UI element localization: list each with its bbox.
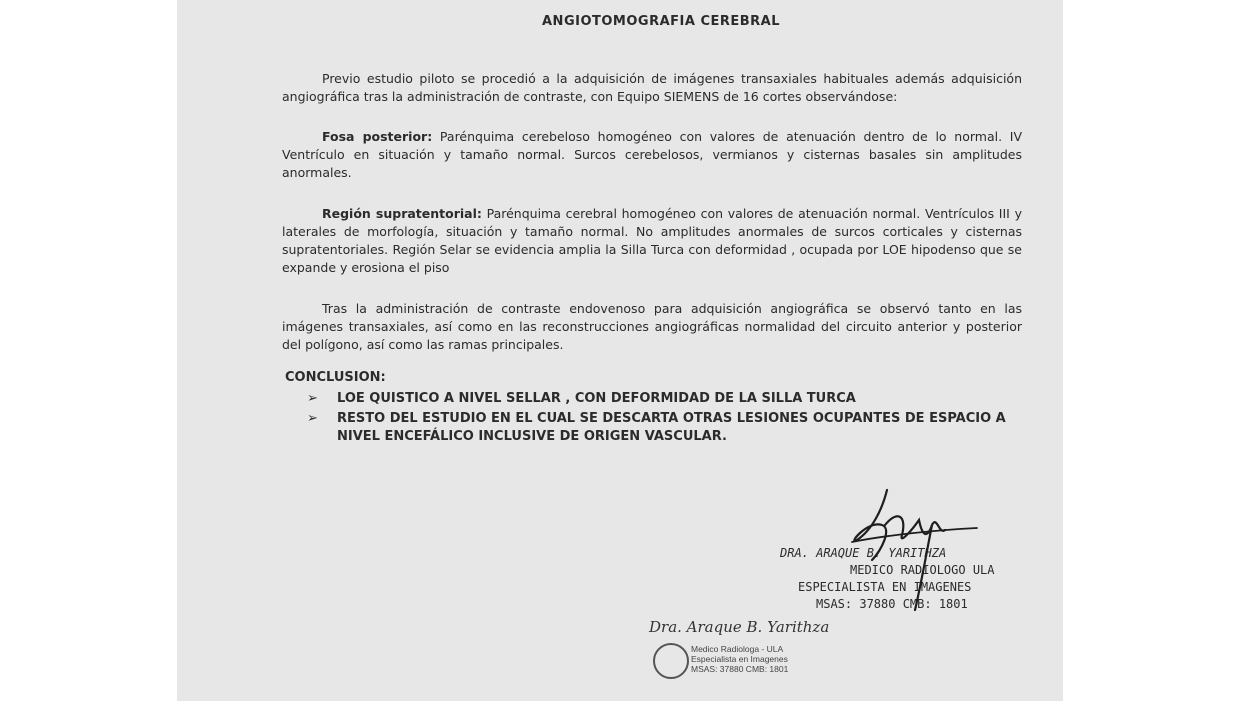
page-title: ANGIOTOMOGRAFIA CEREBRAL [542, 14, 781, 29]
list-item [307, 390, 1027, 408]
signer-role: MEDICO RADIOLOGO ULA [850, 563, 995, 577]
list-item [307, 410, 1027, 446]
conclusion-item-1: LOE QUISTICO A NIVEL SELLAR , CON DEFORMIDAD DE LA SILLA TURCA [337, 391, 856, 406]
stamp-line-1: Medico Radiologa - ULA [691, 644, 784, 654]
region-lead: Región supratentorial: [322, 206, 482, 221]
stamp-name: Dra. Araque B. Yarithza [649, 618, 830, 636]
intro-text: Previo estudio piloto se procedió a la adquisición de imágenes transaxiales habituales además adquisición angiográfica tras la administración de contraste, con Equipo SIEMENS de 16 cortes observándose: [282, 71, 1022, 104]
seal-icon [653, 643, 689, 679]
signer-ids: MSAS: 37880 CMB: 1801 [816, 597, 968, 611]
fosa-paragraph [282, 128, 1022, 182]
contrast-paragraph [282, 300, 1022, 354]
stamp-line-2: Especialista en Imagenes [691, 654, 788, 664]
arrow-bullet-icon: ➢ [307, 391, 318, 406]
fosa-lead: Fosa posterior: [322, 129, 433, 144]
fosa-text: Parénquima cerebeloso homogéneo con valores de atenuación dentro de lo normal. IV Ventrículo en situación y tamaño normal. Surcos cerebelosos, vermianos y cisternas basales sin amplitudes anormales. [282, 129, 1022, 180]
stamp-details [691, 644, 788, 674]
conclusion-item-2: RESTO DEL ESTUDIO EN EL CUAL SE DESCARTA OTRAS LESIONES OCUPANTES DE ESPACIO A NIVEL ENCEFÁLICO INCLUSIVE DE ORIGEN VASCULAR. [337, 411, 1006, 444]
conclusion-list [307, 390, 1027, 448]
signer-specialty: ESPECIALISTA EN IMAGENES [798, 580, 972, 594]
arrow-bullet-icon: ➢ [307, 411, 318, 426]
handwritten-signature [827, 480, 1007, 630]
conclusion-heading: CONCLUSION: [285, 370, 386, 385]
region-paragraph [282, 205, 1022, 277]
contrast-text: Tras la administración de contraste endovenoso para adquisición angiográfica se observó tanto en las imágenes transaxiales, así como en las reconstrucciones angiográficas normalidad del circuito anterior y posterior del polígono, así como las ramas principales. [282, 301, 1022, 352]
doctor-stamp [649, 618, 830, 683]
intro-paragraph [282, 70, 1022, 106]
stamp-line-3: MSAS: 37880 CMB: 1801 [691, 664, 789, 674]
region-text: Parénquima cerebral homogéneo con valores de atenuación normal. Ventrículos III y laterales de morfología, situación y tamaño normal. No amplitudes anormales de surcos corticales y cisternas supratentoriales. Región Selar se evidencia amplia la Silla Turca con deformidad , ocupada por LOE hipodenso que se expande y erosiona el piso [282, 206, 1022, 275]
document-page [177, 0, 1063, 701]
signer-name: DRA. ARAQUE B. YARITHZA [780, 546, 947, 560]
